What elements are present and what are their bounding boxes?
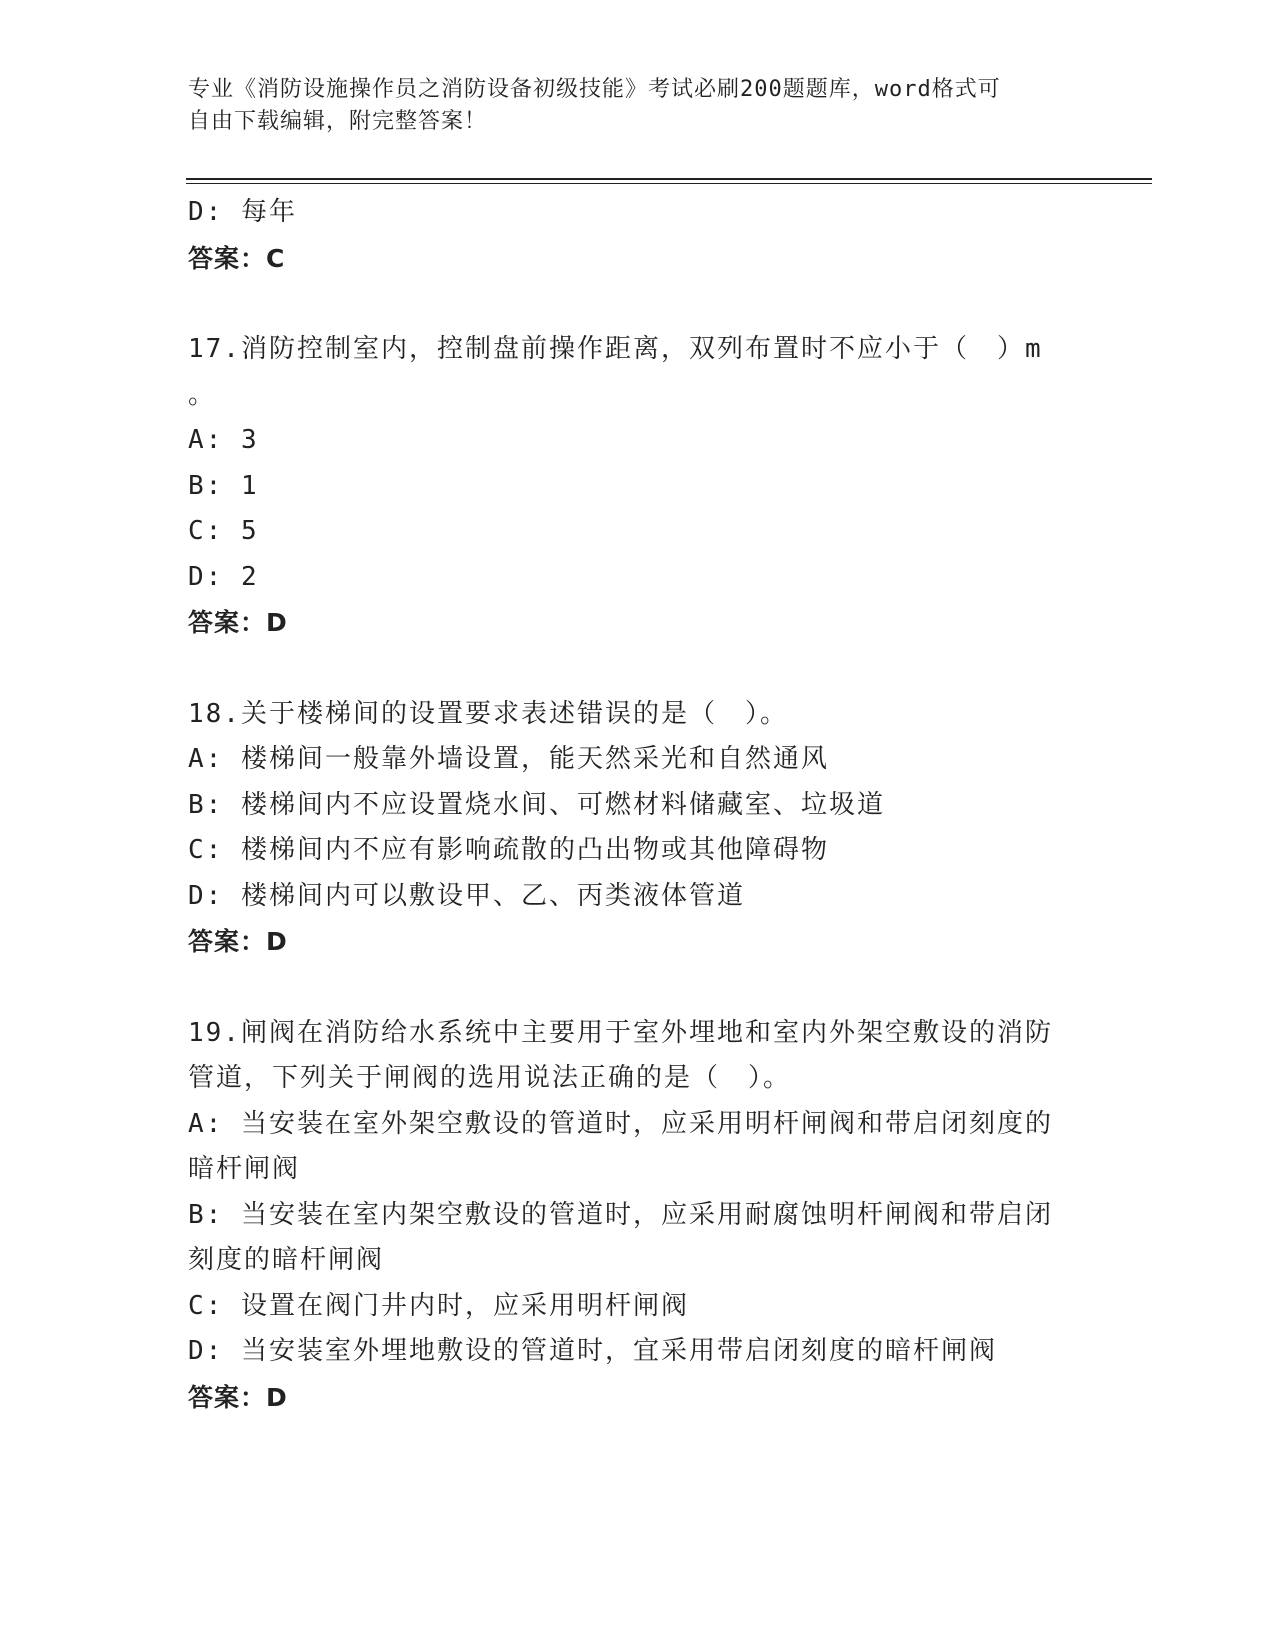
q19-option-a-line-2: 暗杆闸阀 bbox=[188, 1154, 301, 1184]
header-divider-thin bbox=[186, 183, 1152, 184]
q19-title-line-1: 19.闸阀在消防给水系统中主要用于室外埋地和室内外架空敷设的消防 bbox=[188, 1017, 1053, 1048]
q18-option-c: C: 楼梯间内不应有影响疏散的凸出物或其他障碍物 bbox=[188, 835, 829, 865]
q19-option-d: D: 当安装室外埋地敷设的管道时，宜采用带启闭刻度的暗杆闸阀 bbox=[188, 1336, 997, 1366]
q18-option-b: B: 楼梯间内不应设置烧水间、可燃材料储藏室、垃圾道 bbox=[188, 789, 885, 820]
q18-title: 18.关于楼梯间的设置要求表述错误的是（ ）。 bbox=[188, 698, 788, 729]
q17-answer: 答案：D bbox=[188, 608, 288, 637]
q17-option-a: A: 3 bbox=[188, 425, 259, 455]
prev-option-d: D: 每年 bbox=[188, 197, 297, 227]
q18-answer: 答案：D bbox=[188, 927, 288, 956]
header-divider-thick bbox=[186, 178, 1152, 180]
q19-title-line-2: 管道，下列关于闸阀的选用说法正确的是（ ）。 bbox=[188, 1063, 792, 1093]
header-line-1: 专业《消防设施操作员之消防设备初级技能》考试必刷200题题库，word格式可 bbox=[188, 77, 1001, 102]
document-header bbox=[188, 74, 1068, 138]
q19-answer: 答案：D bbox=[188, 1382, 288, 1412]
q19-option-c: C: 设置在阀门井内时，应采用明杆闸阀 bbox=[188, 1290, 689, 1321]
q19-option-b-line-1: B: 当安装在室内架空敷设的管道时，应采用耐腐蚀明杆闸阀和带启闭 bbox=[188, 1199, 1053, 1230]
q18-option-d: D: 楼梯间内可以敷设甲、乙、丙类液体管道 bbox=[188, 880, 745, 911]
q17-title-line-1: 17.消防控制室内，控制盘前操作距离，双列布置时不应小于（ ）m bbox=[188, 334, 1043, 364]
q17-option-c: C: 5 bbox=[188, 516, 259, 546]
q18-option-a: A: 楼梯间一般靠外墙设置，能天然采光和自然通风 bbox=[188, 744, 829, 774]
header-line-2: 自由下载编辑，附完整答案！ bbox=[188, 109, 488, 134]
q17-option-d: D: 2 bbox=[188, 561, 259, 592]
q17-title-line-2: 。 bbox=[188, 379, 217, 410]
q19-option-b-line-2: 刻度的暗杆闸阀 bbox=[188, 1245, 385, 1275]
prev-answer: 答案：C bbox=[188, 243, 286, 273]
q17-option-b: B: 1 bbox=[188, 470, 259, 501]
question-list bbox=[188, 190, 1088, 1420]
q19-option-a-line-1: A: 当安装在室外架空敷设的管道时，应采用明杆闸阀和带启闭刻度的 bbox=[188, 1108, 1053, 1139]
